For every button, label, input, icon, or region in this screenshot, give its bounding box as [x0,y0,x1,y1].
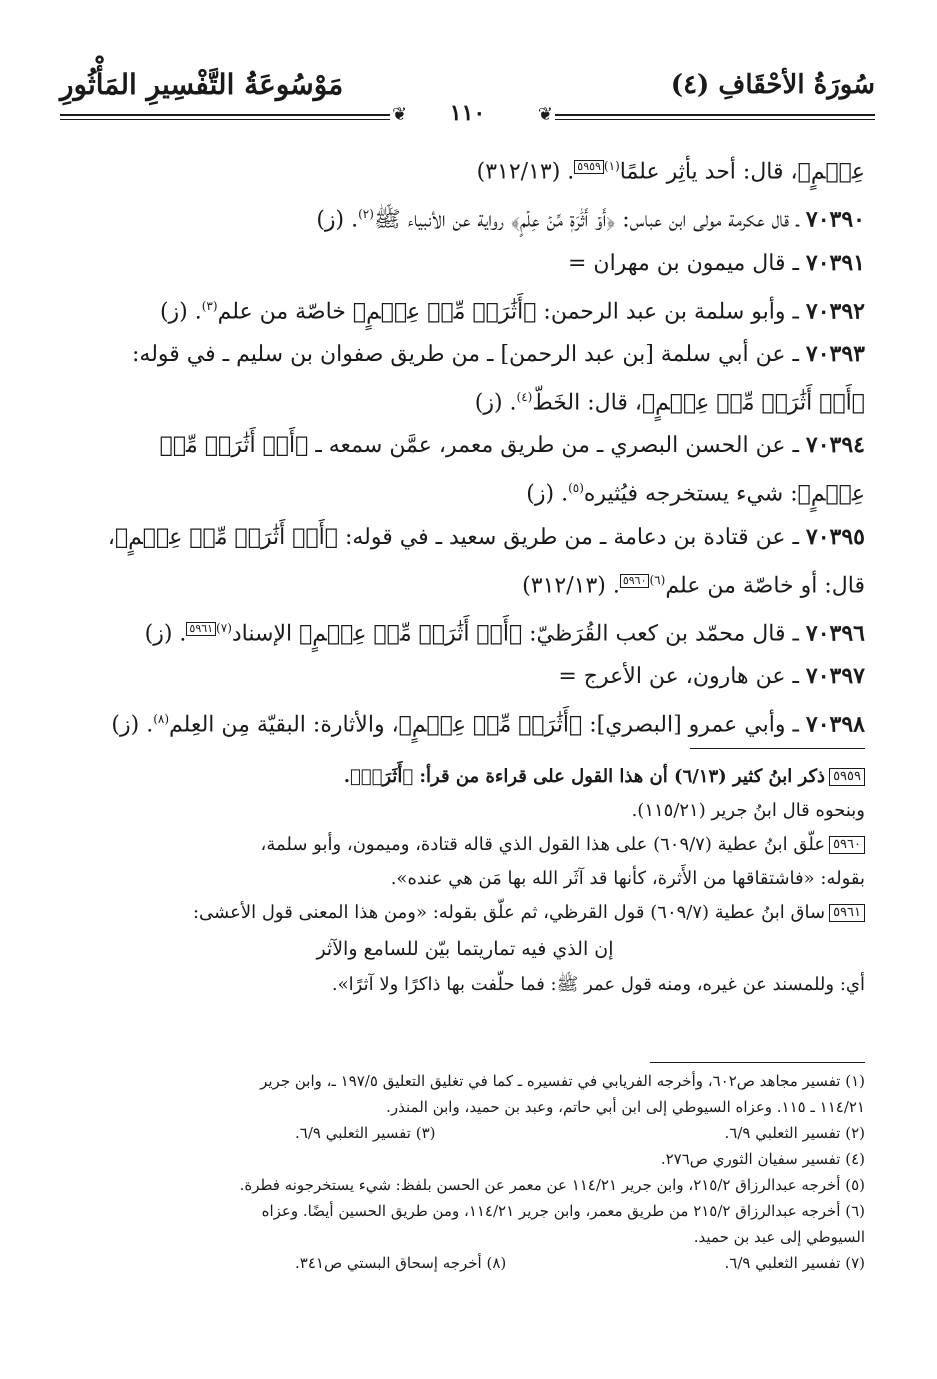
ornament-icon: ❦ [537,104,553,125]
footnote-text: السيوطي إلى عبد بن حميد. [693,1228,865,1246]
text-line [65,424,865,467]
note-ref-box: ٥٩٥٩ [829,768,865,786]
text-line [65,607,865,655]
footnotes-separator [650,1062,865,1063]
footnote-text: (٢) تفسير الثعلبي ٦/٩. [724,1124,865,1142]
note-ref-box: ٥٩٥٩ [574,160,604,174]
line-suffix: . (ز) [474,390,517,416]
line-text: ـ عن أبي سلمة [بن عبد الرحمن] ـ من طريق صفوان بن سليم ـ في قوله: [132,341,806,367]
editor-notes [65,760,865,1002]
footnote [65,1250,865,1276]
poetry-verse: إن الذي فيه تماريتما بيّن للسامع والآثر [316,938,614,960]
text-line [65,655,865,698]
footnote-marker: (٧) [216,620,232,635]
text-line [65,193,865,241]
line-suffix: . (ز) [159,298,202,324]
line-text: عِلۡمٍ﴾: شيء يستخرجه فيُثيره [583,481,865,507]
line-suffix: . (ز) [111,712,154,738]
footnote-text: (٦) أخرجه عبدالرزاق ٢١٥/٢ من طريق معمر، وابن جرير ١١٤/٢١، ومن طريق الحسين أيضًا. وعزاه [261,1202,865,1220]
line-text: ـ قال عكرمة مولى ابن عباس: ﴿أَوۡ أَثَٰرَةٖ مِّنۡ عِلۡمٍ﴾ رواية عن الأنبياء ﷺ [373,207,806,233]
line-suffix: . (٣١٢/١٣) [522,572,620,598]
text-line [65,285,865,333]
footnote [65,1094,865,1120]
entry-number: ٧٠٣٩٧ [805,663,865,690]
text-line [65,467,865,515]
footnote-marker: (٨) [153,712,170,727]
footnote-text: (٧) تفسير الثعلبي ٦/٩. [724,1254,865,1272]
footnote-marker: (٢) [358,207,374,222]
note-ref-box: ٥٩٦١ [186,622,216,636]
footnote [65,1146,865,1172]
footnote-text: (٤) تفسير سفيان الثوري ص٢٧٦. [660,1150,865,1168]
footnote-text: (١) تفسير مجاهد ص٦٠٢، وأخرجه الفريابي في تفسيره ـ كما في تغليق التعليق ١٩٧/٥ ـ، وابن جرير [260,1072,865,1090]
entry-number: ٧٠٣٩٣ [805,340,865,367]
note-line: بقوله: «فاشتقاقها من الأَثرة، كأنها قد آثَر الله بها مَن هي عنده». [390,868,865,889]
text-line [65,145,865,193]
notes-separator [690,748,865,749]
footnote-marker: (٥) [568,481,584,496]
footnote [65,1172,865,1198]
line-suffix: . (ز) [526,481,569,507]
line-text: ـ عن هارون، عن الأعرج = [558,664,806,690]
entry-number: ٧٠٣٩٦ [805,620,865,647]
note-line: ٥٩٦٠علّق ابنُ عطية (٦٠٩/٧) على هذا القول الذي قاله قتادة، وميمون، وأبو سلمة، [65,828,865,862]
line-text: عِلۡمٍ﴾، قال: أحد يأثِر علمًا [619,159,865,185]
text-line [65,698,865,746]
entry-number: ٧٠٣٩١ [805,249,865,276]
footnotes [65,1068,865,1276]
entry-number: ٧٠٣٩٤ [805,432,865,459]
footnote-marker: (٣) [201,298,218,313]
footnote [65,1120,865,1146]
text-line [65,559,865,607]
surah-title: سُورَةُ الأحْقَافِ (٤) [670,70,875,100]
line-suffix: . (٣١٢/١٣) [476,159,575,185]
page-header [60,62,875,126]
line-suffix: . (ز) [316,207,359,233]
text-line [65,242,865,285]
line-text: ـ عن قتادة بن دعامة ـ من طريق سعيد ـ في قوله: ﴿أَوۡ أَثَٰرَةٖ مِّنۡ عِلۡمٍ﴾، [107,524,806,550]
footnote [65,1068,865,1094]
line-text: ﴿أَوۡ أَثَٰرَةٖ مِّنۡ عِلۡمٍ﴾، قال: الخَطّ [532,390,865,416]
entry-number: ٧٠٣٩٢ [805,297,865,324]
text-line [65,516,865,559]
line-text: ـ قال ميمون بن مهران = [567,250,806,276]
footnote-marker: (١) [603,159,620,173]
note-ref-box: ٥٩٦١ [829,904,865,922]
line-suffix: . (ز) [144,621,187,647]
footnote-text: (٨) أخرجه إسحاق البستي ص٣٤١. [295,1254,507,1272]
entry-number: ٧٠٣٩٠ [805,206,865,233]
footnote-text: (٥) أخرجه عبدالرزاق ٢١٥/٢، وابن جرير ١١٤/٢١ عن معمر عن الحسن بلفظ: شيء يستخرجونه فطرة. [239,1176,865,1194]
footnote-text: (٣) تفسير الثعلبي ٦/٩. [295,1124,436,1142]
line-text: ـ وأبو سلمة بن عبد الرحمن: ﴿أَثَٰرَةٖ مِّنۡ عِلۡمٍ﴾ خاصّة من علم [217,298,806,324]
entry-number: ٧٠٣٩٥ [805,523,865,550]
footnote-marker: (٦) [649,572,666,587]
entry-number: ٧٠٣٩٨ [805,711,865,738]
note-line: ٥٩٥٩ذكر ابنُ كثير (٦/١٣) أن هذا القول على قراءة من قرأ: ﴿أَثَرَةٖ﴾. [65,760,865,794]
line-text: ـ قال محمّد بن كعب القُرَظيّ: ﴿أَوۡ أَثَٰرَةٖ مِّنۡ عِلۡمٍ﴾ الإسناد [231,621,806,647]
text-line [65,376,865,424]
ornament-icon: ❦ [392,104,408,125]
footnote [65,1224,865,1250]
line-text: ـ عن الحسن البصري ـ من طريق معمر، عمَّن سمعه ـ ﴿أَوۡ أَثَٰرَةٖ مِّنۡ [159,433,806,459]
note-ref-box: ٥٩٦٠ [829,836,865,854]
line-text: ـ وأبي عمرو [البصري]: ﴿أَثَٰرَةٖ مِّنۡ عِلۡمٍ﴾، والأثارة: البقيّة مِن العِلم [169,712,806,738]
footnote-marker: (٤) [516,389,533,404]
footnote-text: ١١٤/٢١ ـ ١١٥. وعزاه السيوطي إلى ابن أبي حاتم، وعبد بن حميد، وابن المنذر. [386,1098,865,1116]
text-line [65,333,865,376]
main-text [65,145,865,747]
book-title: مَوْسُوعَةُ التَّفْسِيرِ المَأْثُورِ [60,68,344,101]
note-line: ٥٩٦١ساق ابنُ عطية (٦٠٩/٧) قول القرظي، ثم علّق بقوله: «ومن هذا المعنى قول الأعشى: [65,896,865,930]
page-number: ١١٠ [449,100,486,126]
footnote [65,1198,865,1224]
line-text: قال: أو خاصّة من علم [665,572,865,598]
note-line: وبنحوه قال ابنُ جرير (١١٥/٢١). [631,800,865,821]
note-ref-box: ٥٩٦٠ [620,574,650,588]
note-line: أي: وللمسند عن غيره، ومنه قول عمر ﷺ: فما حلّفت بها ذاكرًا ولا آثرًا». [331,974,865,995]
